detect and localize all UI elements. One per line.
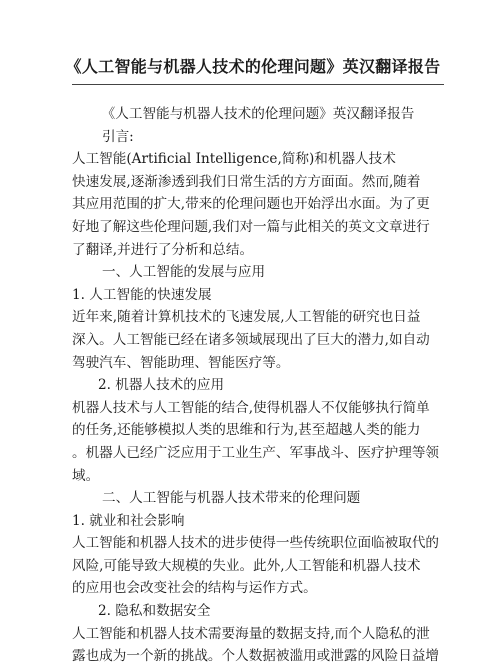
intro-line: 人工智能(Artificial Intelligence,简称)和机器人技术: [72, 151, 396, 168]
intro-heading: 引言:: [102, 128, 134, 145]
paragraph-line: 机器人技术与人工智能的结合,使得机器人不仅能够执行简单: [72, 399, 430, 416]
paragraph-line: 域。: [72, 467, 100, 484]
subsection-heading: 1. 就业和社会影响: [72, 512, 185, 529]
title-divider: [72, 84, 444, 85]
intro-line: 其应用范围的扩大,带来的伦理问题也开始浮出水面。为了更: [72, 196, 430, 213]
paragraph-line: 深入。人工智能已经在诸多领域展现出了巨大的潜力,如自动: [72, 331, 430, 348]
paragraph-line: 露也成为一个新的挑战。个人数据被滥用或泄露的风险日益增: [72, 648, 440, 665]
paragraph-line: 人工智能和机器人技术需要海量的数据支持,而个人隐私的泄: [72, 625, 430, 642]
intro-line: 快速发展,逐渐渗透到我们日常生活的方方面面。然而,随着: [72, 173, 421, 190]
intro-line: 了翻译,并进行了分析和总结。: [72, 241, 254, 258]
document-title: 《人工智能与机器人技术的伦理问题》英汉翻译报告: [65, 57, 441, 76]
paragraph-line: 。机器人已经广泛应用于工业生产、军事战斗、医疗护理等领: [72, 444, 440, 461]
document-subtitle: 《人工智能与机器人技术的伦理问题》英汉翻译报告: [101, 106, 415, 122]
paragraph-line: 近年来,随着计算机技术的飞速发展,人工智能的研究也日益: [72, 309, 421, 326]
intro-line: 好地了解这些伦理问题,我们对一篇与此相关的英文文章进行: [72, 218, 430, 235]
document-body: [72, 103, 444, 668]
paragraph-line: 的应用也会改变社会的结构与运作方式。: [72, 580, 317, 597]
subsection-heading: 1. 人工智能的快速发展: [72, 286, 212, 303]
subsection-heading: 2. 隐私和数据安全: [98, 603, 211, 620]
paragraph-line: 的任务,还能够模拟人类的思维和行为,甚至超越人类的能力: [72, 422, 421, 439]
subsection-heading: 2. 机器人技术的应用: [98, 377, 225, 394]
section-heading: 一、人工智能的发展与应用: [102, 264, 266, 281]
section-heading: 二、人工智能与机器人技术带来的伦理问题: [102, 490, 361, 507]
paragraph-line: 驾驶汽车、智能助理、智能医疗等。: [72, 354, 290, 371]
paragraph-line: 人工智能和机器人技术的进步使得一些传统职位面临被取代的: [72, 535, 440, 552]
paragraph-line: 风险,可能导致大规模的失业。此外,人工智能和机器人技术: [72, 557, 421, 574]
